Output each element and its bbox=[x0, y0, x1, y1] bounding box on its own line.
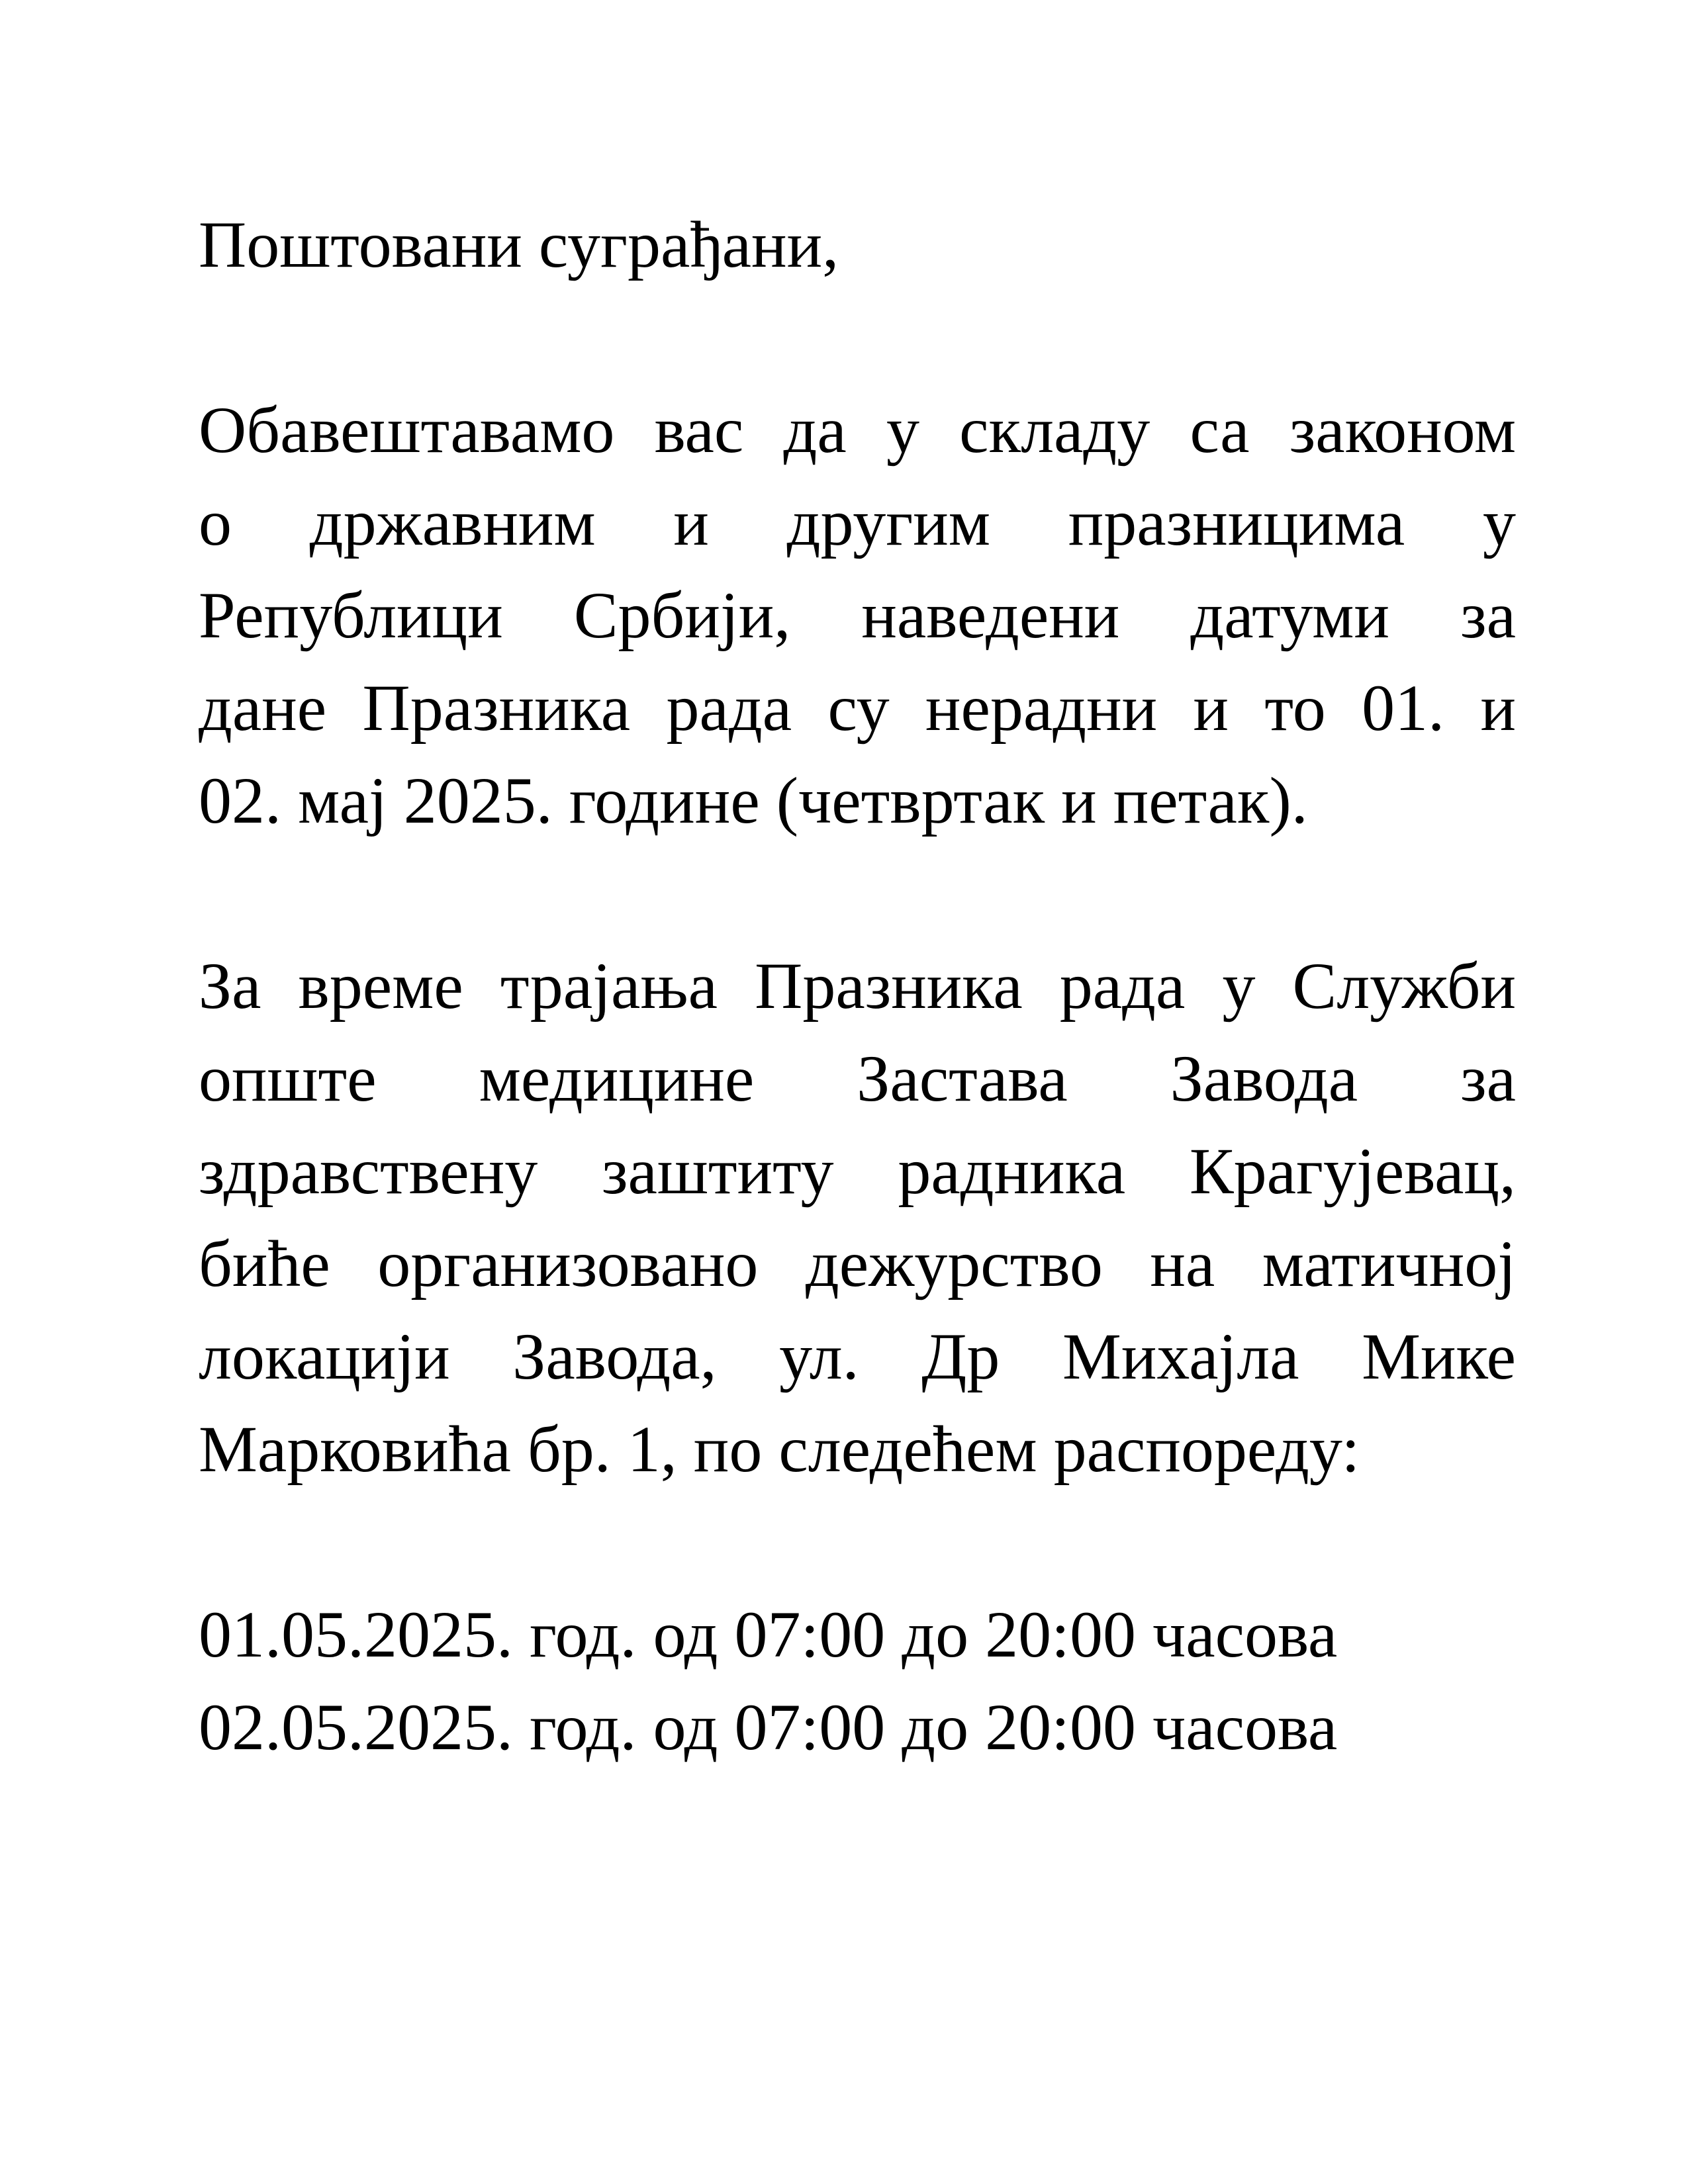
paragraph-line: За време трајања Празника рада у Служби bbox=[199, 949, 1516, 1023]
paragraph-spacer bbox=[199, 1496, 1516, 1588]
paragraph-line: здравствену заштиту радника Крагујевац, bbox=[199, 1134, 1516, 1208]
schedule-entry: 02.05.2025. год. од 07:00 до 20:00 часова bbox=[199, 1690, 1338, 1764]
paragraph-holiday-notice bbox=[199, 384, 1516, 847]
duty-schedule bbox=[199, 1588, 1516, 1774]
paragraph-line: биће организовано дежурство на матичној bbox=[199, 1227, 1516, 1300]
paragraph-line: опште медицине Застава Завода за bbox=[199, 1042, 1516, 1115]
paragraph-line: локацији Завода, ул. Др Михајла Мике bbox=[199, 1320, 1516, 1393]
paragraph-line: о државним и другим празницима у bbox=[199, 486, 1516, 559]
schedule-entry: 01.05.2025. год. од 07:00 до 20:00 часова bbox=[199, 1598, 1338, 1671]
greeting: Поштовани суграђани, bbox=[199, 208, 839, 281]
paragraph-line: Обавештавамо вас да у складу са законом bbox=[199, 393, 1516, 467]
letter-body bbox=[199, 199, 1516, 1774]
paragraph-line: дане Празника рада су нерадни и то 01. и bbox=[199, 671, 1516, 745]
paragraph-line: Републици Србији, наведени датуми за bbox=[199, 578, 1516, 652]
paragraph-spacer bbox=[199, 291, 1516, 384]
paragraph-duty-service bbox=[199, 940, 1516, 1496]
paragraph-line: Марковића бр. 1, по следећем распореду: bbox=[199, 1412, 1360, 1486]
paragraph-spacer bbox=[199, 847, 1516, 940]
paragraph-line: 02. мај 2025. године (четвртак и петак). bbox=[199, 764, 1308, 837]
